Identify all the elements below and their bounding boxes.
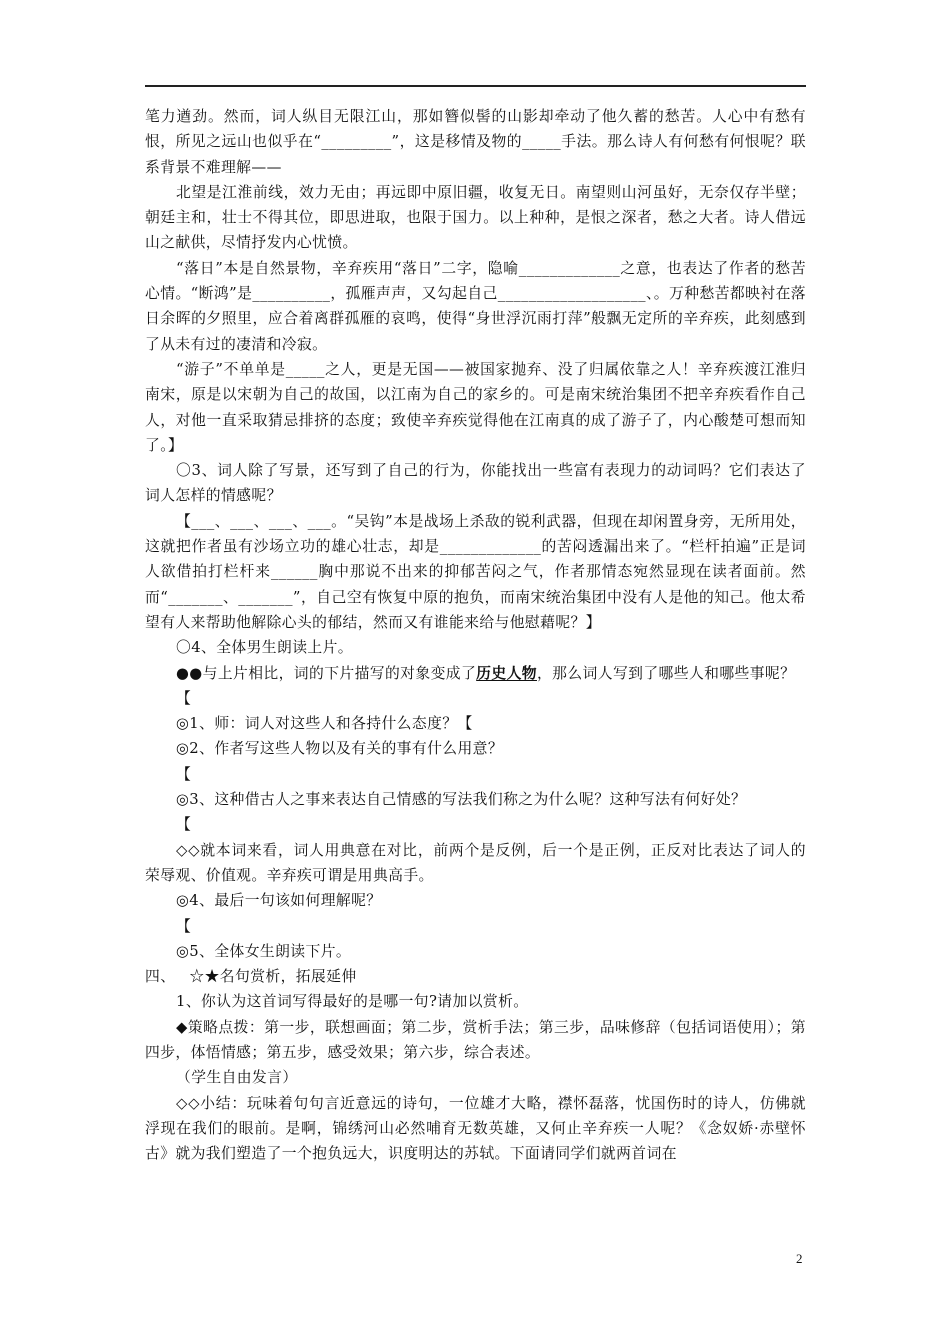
paragraph-text: ◇◇就本词来看，词人用典意在对比，前两个是反例，后一个是正例，正反对比表达了词人的荣辱观、价值观。辛弃疾可谓是用典高手。 [145,841,806,884]
paragraph-text: ◎4、最后一句该如何理解呢？ [176,892,382,910]
paragraph-text: 北望是江淮前线，效力无由；再远即中原旧疆，收复无日。南望则山河虽好，无奈仅存半壁；朝廷主和，壮士不得其位，即思进取，也限于国力。以上种种，是恨之深者，愁之大者。诗人借远山之献供，尽情抒发内心忧愤。 [145,183,806,252]
paragraph [145,661,806,686]
paragraph-text: ，那么词人写到了哪些人和哪些事呢？ [536,664,796,682]
paragraph-text: 〇3、词人除了写景，还写到了自己的行为，你能找出一些富有表现力的动词吗？它们表达了词人怎样的情感呢？ [145,462,806,505]
header-rule [145,85,806,87]
paragraph-text: ●●与上片相比，词的下片描写的对象变成了 [176,664,477,682]
paragraph [145,1065,806,1090]
paragraph-text: 【 [176,917,192,935]
paragraph [145,509,806,635]
paragraph [145,357,806,458]
paragraph [145,838,806,889]
paragraph [145,256,806,357]
paragraph [145,1015,806,1066]
paragraph [145,914,806,939]
body-text-block [145,104,806,964]
paragraph [145,635,806,660]
paragraph-text: “落日”本是自然景物，辛弃疾用“落日”二字，隐喻_____________之意，也表达了作者的愁苦心情。“断鸿”是__________，孤雁声声，又勾起自己___________________、。万种愁苦都映衬在落日余晖的夕照里，应合着离群孤雁的哀鸣，使得“身世浮沉雨打萍”般飘无定所的辛弃疾，此刻感到了从未有过的凄清和冷寂。 [145,259,806,353]
section-title: ☆★名句赏析，拓展延伸 [189,968,357,986]
paragraph-text: ◆策略点拨：第一步，联想画面；第二步，赏析手法；第三步，品味修辞（包括词语使用）；第四步，体悟情感；第五步，感受效果；第六步，综合表述。 [145,1018,806,1061]
paragraph [145,736,806,761]
paragraph [145,787,806,812]
paragraph-text: ◎1、师：词人对这些人和各持什么态度？【 [176,715,473,733]
body-text-block-2 [145,989,806,1166]
paragraph-text: 【___、___、___、___。“吴钩”本是战场上杀敌的锐利武器，但现在却闲置身旁，无所用处，这就把作者虽有沙场立功的雄心壮志，却是_____________的苦闷透漏出来了。“栏杆拍遍”正是词人欲借拍打栏杆来______胸中那说不出来的抑郁苦闷之气，作者那情态宛然显现在读者面前。然而“_______、_______”，自己空有恢复中原的抱负，而南宋统治集团中没有人是他的知己。他太希望有人来帮助他解除心头的郁结，然而又有谁能来给与他慰藉呢？】 [145,512,806,631]
paragraph-text: （学生自由发言） [176,1069,298,1087]
emphasized-text: 历史人物 [476,664,537,682]
paragraph [145,104,806,180]
page-number: 2 [796,1251,803,1266]
paragraph [145,939,806,964]
paragraph-text: 【 [176,689,192,707]
paragraph-text: ◎3、这种借古人之事来表达自己情感的写法我们称之为什么呢？这种写法有何好处？ [176,791,747,809]
paragraph [145,458,806,509]
paragraph [145,180,806,256]
paragraph-text: 〇4、全体男生朗读上片。 [176,639,353,657]
paragraph [145,989,806,1014]
paragraph-text: 笔力遒劲。然而，词人纵目无限江山，那如簪似髻的山影却牵动了他久蓄的愁苦。人心中有愁有恨，所见之远山也似乎在“_________”，这是移情及物的_____手法。那么诗人有何愁有何恨呢？联系背景不难理解—— [145,108,806,176]
paragraph [145,888,806,913]
document-body [145,104,806,1166]
section-number: 四、 [145,968,176,986]
paragraph-text: ◎5、全体女生朗读下片。 [176,942,352,960]
paragraph [145,812,806,837]
paragraph [145,711,806,736]
paragraph-text: 【 [176,765,192,783]
paragraph-text: 1、你认为这首词写得最好的是哪一句?请加以赏析。 [176,993,529,1011]
paragraph-text: ◇◇小结：玩味着句句言近意远的诗句，一位雄才大略，襟怀磊落，忧国伤时的诗人，仿佛就浮现在我们的眼前。是啊，锦绣河山必然哺育无数英雄，又何止辛弃疾一人呢？《念奴娇·赤壁怀古》就为我们塑造了一个抱负远大，识度明达的苏轼。下面请同学们就两首词在 [145,1094,806,1163]
paragraph-text: ◎2、作者写这些人物以及有关的事有什么用意？ [176,740,504,758]
paragraph-text: “游子”不单单是_____之人，更是无国——被国家抛弃、没了归属依靠之人！辛弃疾渡江淮归南宋，原是以宋朝为自己的故国，以江南为自己的家乡的。可是南宋统治集团不把辛弃疾看作自己人，对他一直采取猜忌排挤的态度；致使辛弃疾觉得他在江南真的成了游子了，内心酸楚可想而知了。】 [145,360,806,454]
paragraph-text: 【 [176,816,192,834]
paragraph [145,762,806,787]
paragraph [145,1091,806,1167]
section-heading [145,964,806,989]
paragraph [145,686,806,711]
